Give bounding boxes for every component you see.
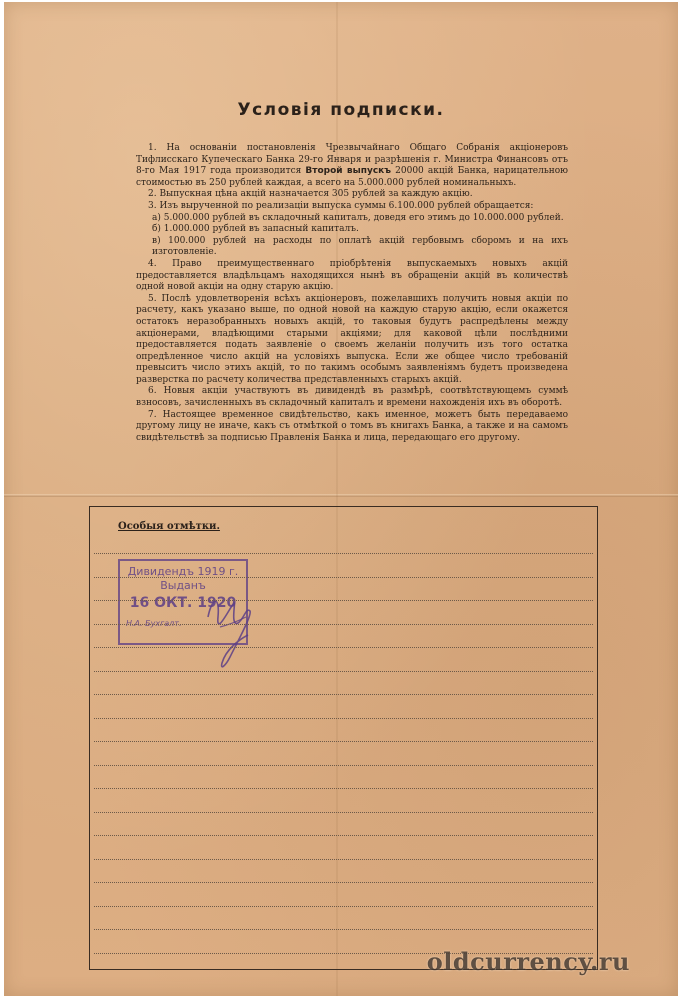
- condition-paragraph: б) 1.000.000 рублей въ запасный капиталъ.: [152, 224, 359, 235]
- ruled-dotted-line: [94, 929, 593, 930]
- ruled-dotted-line: [94, 718, 593, 719]
- condition-paragraph: 6. Новыя акціи участвуютъ въ дивидендѣ въ размѣрѣ, соотвѣтствующемъ суммѣ взносовъ, зачисленныхъ въ складочный капиталъ и времени нахожденія ихъ въ оборотѣ.: [136, 386, 568, 409]
- ruled-dotted-line: [94, 882, 593, 883]
- condition-paragraph: 5. Послѣ удовлетворенія всѣхъ акціонеровъ, пожелавшихъ получить новыя акціи по расчету, какъ указано выше, по одной новой на каждую старую акцію, если окажется остатокъ неразобранныхъ новыхъ акцій, то таковыя будутъ распредѣлены между акціонерами, владѣющими старыми акціями; для каковой цѣли послѣдними предоставляется подать заявленіе о своемъ желаніи получить изъ того остатка опредѣленное число акцій на условіяхъ выпуска. Если же общее число требованій превыситъ число этихъ акцій, то по такимъ особымъ заявленіямъ будетъ произведена разверстка по расчету количества представленныхъ старыхъ акцій.: [136, 293, 568, 385]
- ruled-dotted-line: [94, 859, 593, 860]
- site-watermark: oldcurrency.ru: [426, 947, 630, 976]
- condition-paragraph: 7. Настоящее временное свидѣтельство, какъ именное, можетъ быть передаваемо другому лицу не иначе, какъ съ отмѣткой о томъ въ книгахъ Банка, а также и на самомъ свидѣтельствѣ за подписью Правленія Банка и лица, передающаго его другому.: [136, 409, 568, 443]
- handwritten-signature: [200, 577, 260, 677]
- horizontal-fold-crease: [4, 494, 678, 497]
- condition-paragraph: а) 5.000.000 рублей въ складочный капиталъ, доведя его этимъ до 10.000.000 рублей.: [152, 212, 564, 223]
- condition-paragraph: [136, 143, 568, 189]
- ruled-dotted-line: [94, 671, 593, 672]
- ruled-dotted-line: [94, 906, 593, 907]
- stamp-line-issued: Выданъ: [160, 579, 206, 592]
- paragraph-tail-text: 20000 акцій Банка, нарицательною стоимостью въ 250 рублей каждая, а всего на 5.000.000 рублей номинальныхъ.: [136, 166, 568, 188]
- ruled-dotted-line: [94, 577, 593, 578]
- special-notes-box: [89, 506, 598, 970]
- condition-paragraph: 2. Выпускная цѣна акцій назначается 305 рублей за каждую акцію.: [148, 189, 473, 200]
- condition-paragraph: в) 100.000 рублей на расходы по оплатѣ акцій гербовымъ сборомъ и на ихъ изготовленіе.: [152, 235, 568, 258]
- condition-paragraph: 4. Право преимущественнаго пріобрѣтенія выпускаемыхъ новыхъ акцій предоставляется владѣльцамъ находящихся нынѣ въ обращеніи акцій въ количествѣ одной новой акціи на одну старую акцію.: [136, 258, 568, 293]
- special-notes-heading: Особыя отмѣтки.: [118, 521, 220, 532]
- ruled-dotted-line: [94, 624, 593, 625]
- ruled-dotted-line: [94, 647, 593, 648]
- ruled-dotted-line: [94, 553, 593, 554]
- paragraph-lead-text: 1. На основаніи постановленія Чрезвычайнаго Общаго Собранія акціонеровъ Тифлисскаго Купеческаго Банка 29-го Января и разрѣшенія г. Министра Финансовъ отъ 8-го Мая 1917 года производится: [136, 143, 568, 177]
- ruled-dotted-line: [94, 694, 593, 695]
- conditions-title: Условія подписки.: [237, 100, 445, 120]
- stamp-line-dividend: Дивидендъ 1919 г.: [127, 565, 239, 578]
- condition-paragraph: 3. Изъ вырученной по реализаціи выпуска суммы 6.100.000 рублей обращается:: [148, 200, 534, 211]
- stamp-line-date: 16 ОКТ. 1920: [129, 595, 237, 611]
- certificate-sheet: [4, 2, 678, 996]
- ruled-dotted-line: [94, 600, 593, 601]
- ruled-dotted-line: [94, 835, 593, 836]
- ruled-dotted-line: [94, 788, 593, 789]
- ruled-dotted-line: [94, 812, 593, 813]
- conditions-text: [136, 143, 568, 444]
- ruled-dotted-line: [94, 765, 593, 766]
- second-issue-emphasis: Второй выпускъ: [305, 166, 392, 177]
- stamp-line-accountant: Н.А. Бухгалт.: [126, 619, 182, 628]
- ruled-dotted-line: [94, 741, 593, 742]
